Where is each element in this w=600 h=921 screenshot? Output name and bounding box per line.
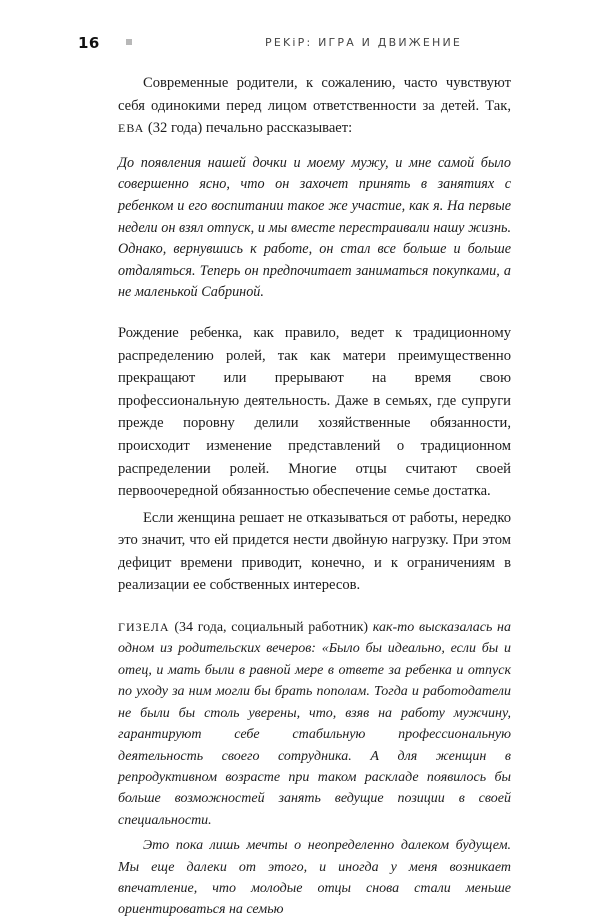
paragraph-double-load: Если женщина решает не отказываться от работы, нередко это значит, что ей придется нести двойную нагрузку. При этом дефицит времени приводит, конечно, и к ограничениям в реализации ее собственных интересов. xyxy=(118,509,511,594)
page-body xyxy=(118,72,511,921)
paragraph-roles: Рождение ребенка, как правило, ведет к традиционному распределению ролей, так как матери преимущественно прекращают или прерывают на время свою профессиональную деятельность. Даже в семьях, где супруги прежде поровну делили хозяйственные обязанности, происходит изменение представлений о традиционном распределении ролей. Многие отцы считают своей первоочередной обязанностью обеспечение семье достатка. xyxy=(118,324,511,500)
gisela-quote-continued-text: Это пока лишь мечты о неопределенно далеком будущем. Мы еще далеки от этого, и иногда у меня возникает впечатление, что молодые отцы снова стали меньше ориентироваться на семью xyxy=(118,838,511,918)
gisela-description: (34 года, социальный работник) xyxy=(169,620,373,636)
page-number: 16 xyxy=(78,34,100,52)
quote-gisela-continued xyxy=(118,835,511,921)
quote-eva: До появления нашей дочки и моему мужу, и мне самой было совершенно ясно, что он захочет принять в занятиях с ребенком и его воспитании такое же участие, как я. На первые недели он взял отпуск, и мы вместе перестраивали нашу жизнь. Однако, вернувшись к работе, он стал все больше и больше отдаляться. Теперь он предпочитает заниматься покупками, а не маленькой Сабриной. xyxy=(118,154,511,301)
intro-text-end: (32 года) печально рассказывает: xyxy=(144,120,353,137)
page-header xyxy=(78,34,538,54)
name-gisela: ГИЗЕЛА xyxy=(118,620,170,635)
quote-gisela xyxy=(118,617,511,831)
name-eva: ЕВА xyxy=(118,121,145,136)
gisela-quote-text: как-то высказалась на одном из родительских вечеров: «Было бы идеально, если бы и отец, и мать были в равной мере в ответе за ребенка и отпуск по уходу за ним могли бы брать пополам. Тогда и работодатели не были бы столь уверены, что, взяв на работу мужчину, гарантируют себе стабильную профессиональную деятельность своего сотрудника. А для женщин в репродуктивном возрасте при таком раскладе появилось бы больше возможностей занять ведущие позиции в своей специальности. xyxy=(118,620,511,828)
intro-paragraph xyxy=(118,72,511,140)
intro-text-start: Современные родители, к сожалению, часто чувствуют себя одинокими перед лицом ответственности за детей. Так, xyxy=(118,75,511,114)
running-title: PEKiP: ИГРА И ДВИЖЕНИЕ xyxy=(265,36,463,49)
header-square-bullet xyxy=(126,39,132,45)
